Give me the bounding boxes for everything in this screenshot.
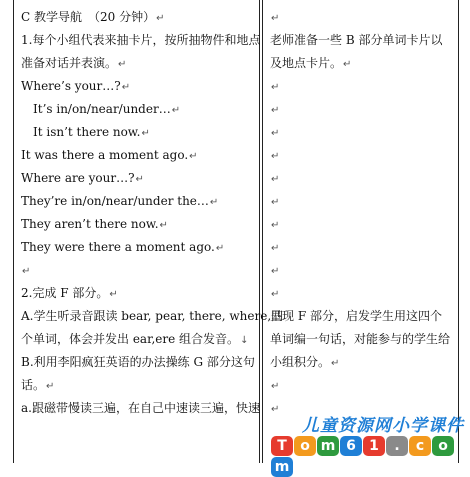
step-line xyxy=(21,397,261,420)
step-line xyxy=(21,144,261,167)
paragraph-mark-icon: ↵ xyxy=(46,381,55,392)
watermark-logo-char: m xyxy=(271,457,293,477)
note-line xyxy=(270,328,456,351)
note-line xyxy=(270,374,456,397)
left-border xyxy=(13,0,14,463)
paragraph-mark-icon: ↵ xyxy=(271,105,280,116)
note-line xyxy=(270,236,456,259)
step-line xyxy=(21,282,261,305)
step-line-text: 2.完成 F 部分。 xyxy=(21,286,109,300)
note-line-text: 及地点卡片。 xyxy=(270,56,343,70)
step-line-text: A.学生听录音跟读 bear, pear, there, where,四 xyxy=(21,309,284,323)
step-line-text: It’s in/on/near/under… xyxy=(33,102,171,116)
paragraph-mark-icon: ↵ xyxy=(271,381,280,392)
step-line xyxy=(21,6,261,29)
paragraph-mark-icon: ↵ xyxy=(271,82,280,93)
step-line xyxy=(21,75,261,98)
step-line-text: Where are your…? xyxy=(21,171,135,185)
watermark-logo-char: m xyxy=(317,436,339,456)
step-line-text: 个单词，体会并发出 ear,ere 组合发音。 xyxy=(21,332,240,346)
step-line-text: It was there a moment ago. xyxy=(21,148,189,162)
step-line xyxy=(21,259,261,282)
step-line xyxy=(21,374,261,397)
paragraph-mark-icon: ↵ xyxy=(135,174,144,185)
step-line xyxy=(21,305,284,328)
step-line-text: They aren’t there now. xyxy=(21,217,159,231)
watermark-logo xyxy=(270,435,460,475)
note-line xyxy=(270,282,456,305)
paragraph-mark-icon: ↵ xyxy=(271,266,280,277)
note-line-text: 呈现 F 部分，启发学生用这四个 xyxy=(270,309,442,323)
paragraph-mark-icon: ↵ xyxy=(271,13,280,24)
site-watermark xyxy=(270,411,466,475)
step-line-text: It isn’t there now. xyxy=(33,125,141,139)
step-line xyxy=(21,167,261,190)
step-line xyxy=(21,52,261,75)
step-line-text: C 教学导航 （20 分钟） xyxy=(21,10,156,24)
note-line xyxy=(270,52,456,75)
paragraph-mark-icon: ↵ xyxy=(271,243,280,254)
note-line xyxy=(270,190,456,213)
paragraph-mark-icon: ↵ xyxy=(109,289,118,300)
paragraph-mark-icon: ↵ xyxy=(271,404,280,415)
step-line xyxy=(21,121,261,144)
step-line xyxy=(21,98,261,121)
paragraph-mark-icon: ↵ xyxy=(209,197,219,208)
step-line-text: They were there a moment ago. xyxy=(21,240,215,254)
watermark-logo-char: o xyxy=(432,436,454,456)
note-line xyxy=(270,213,456,236)
watermark-logo-char: T xyxy=(271,436,293,456)
watermark-logo-char: o xyxy=(294,436,316,456)
step-line xyxy=(21,328,261,351)
note-line xyxy=(270,98,456,121)
paragraph-mark-icon: ↵ xyxy=(343,59,352,70)
paragraph-mark-icon: ↵ xyxy=(271,197,280,208)
paragraph-mark-icon: ↵ xyxy=(271,128,280,139)
note-line xyxy=(270,144,456,167)
watermark-logo-char: . xyxy=(386,436,408,456)
note-line xyxy=(270,259,456,282)
watermark-logo-char: 1 xyxy=(363,436,385,456)
paragraph-mark-icon: ↵ xyxy=(118,59,127,70)
step-line xyxy=(21,29,261,52)
note-line-text: 小组积分。 xyxy=(270,355,331,369)
teacher-notes-cell xyxy=(270,6,456,420)
watermark-logo-char: c xyxy=(409,436,431,456)
paragraph-mark-icon: ↵ xyxy=(22,266,31,277)
note-line xyxy=(270,6,456,29)
paragraph-mark-icon: ↵ xyxy=(215,243,225,254)
note-line-text: 老师准备一些 B 部分单词卡片以 xyxy=(270,33,443,47)
note-line-text: 单词编一句话，对能参与的学生给 xyxy=(270,332,451,346)
step-line-text: Where’s your…? xyxy=(21,79,121,93)
watermark-logo-char: 6 xyxy=(340,436,362,456)
paragraph-mark-icon: ↵ xyxy=(141,128,150,139)
paragraph-mark-icon: ↵ xyxy=(271,174,280,185)
note-line xyxy=(270,75,456,98)
step-line xyxy=(21,190,261,213)
teaching-steps-cell xyxy=(21,6,284,420)
step-line-text: 话。 xyxy=(21,378,46,392)
right-border xyxy=(458,0,459,463)
note-line xyxy=(270,29,456,52)
column-divider-right xyxy=(262,0,263,463)
note-line xyxy=(270,351,456,374)
step-line-text: B.利用李阳疯狂英语的办法操练 G 部分这句 xyxy=(21,355,255,369)
step-line xyxy=(21,213,261,236)
note-line xyxy=(270,305,456,328)
note-line xyxy=(270,121,456,144)
step-line xyxy=(21,236,261,259)
paragraph-mark-icon: ↵ xyxy=(271,289,280,300)
paragraph-mark-icon: ↵ xyxy=(271,220,280,231)
paragraph-mark-icon: ↵ xyxy=(159,220,168,231)
paragraph-mark-icon: ↵ xyxy=(121,82,131,93)
watermark-title: 儿童资源网小学课件 xyxy=(302,416,464,436)
step-line-text: 准备对话并表演。 xyxy=(21,56,118,70)
paragraph-mark-icon: ↵ xyxy=(271,151,280,162)
step-line-text: 1.每个小组代表来抽卡片，按所抽物件和地点 xyxy=(21,33,261,47)
step-line-text: a.跟磁带慢读三遍，在自己中速读三遍，快速 xyxy=(21,401,260,415)
paragraph-mark-icon: ↵ xyxy=(171,105,181,116)
step-line-text: They’re in/on/near/under the… xyxy=(21,194,209,208)
note-line xyxy=(270,167,456,190)
document-page xyxy=(13,0,459,463)
paragraph-mark-icon: ↵ xyxy=(331,358,340,369)
paragraph-mark-icon: ↓ xyxy=(240,335,249,346)
step-line xyxy=(21,351,261,374)
paragraph-mark-icon: ↵ xyxy=(189,151,198,162)
paragraph-mark-icon: ↵ xyxy=(156,13,165,24)
